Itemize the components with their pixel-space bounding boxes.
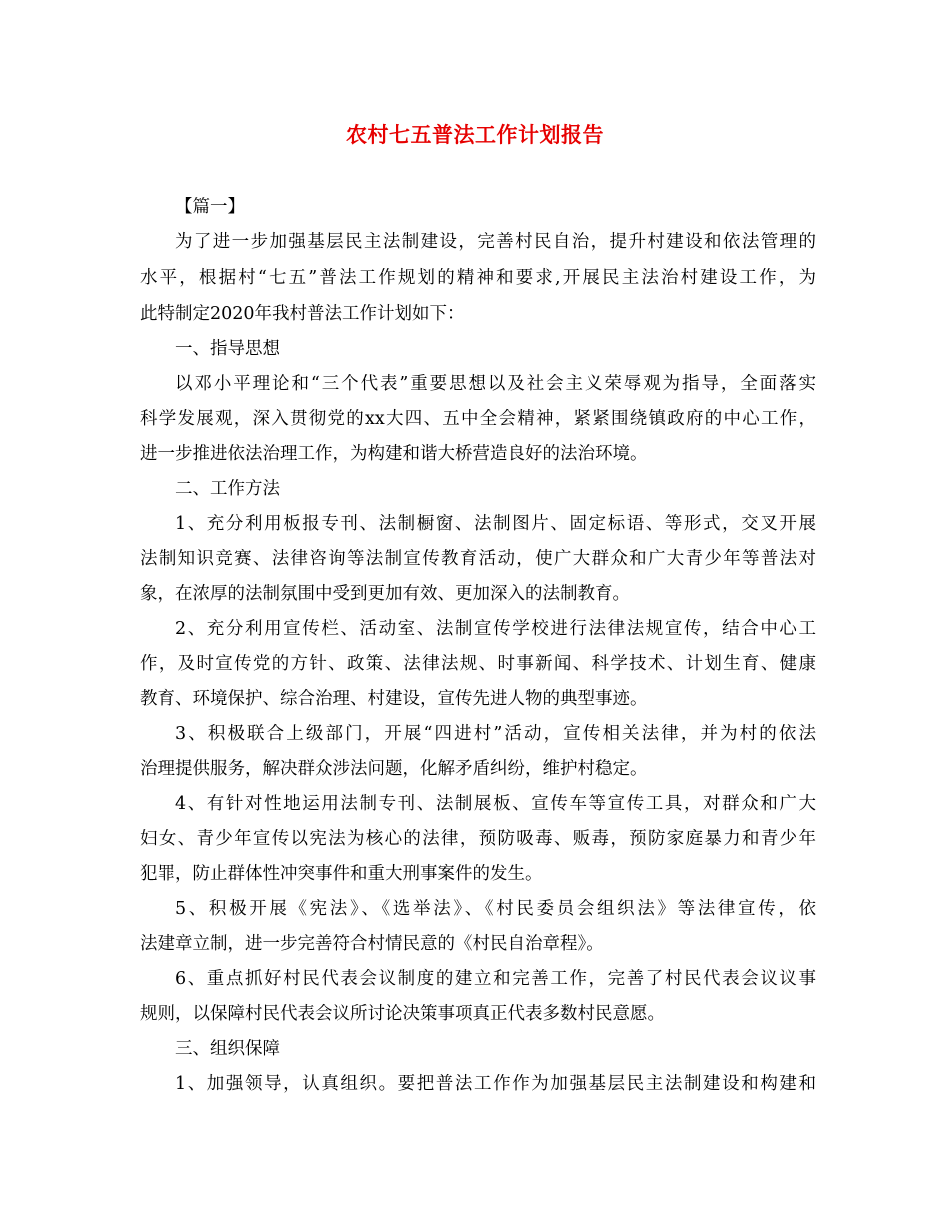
intro-line-3: 此特制定2020年我村普法工作计划如下：	[140, 304, 465, 324]
item5-line-2: 法建章立制，进一步完善符合村情民意的《村民自治章程》。	[140, 934, 604, 954]
heading-work-methods: 二、工作方法	[175, 479, 280, 499]
item7-line-1: 1、加强领导，认真组织。要把普法工作作为加强基层民主法制建设和构建和	[175, 1074, 816, 1094]
item4-line-1: 4、有针对性地运用法制专刊、法制展板、宣传车等宣传工具，对群众和广大	[175, 794, 816, 814]
item4-line-2: 妇女、青少年宣传以宪法为核心的法律，预防吸毒、贩毒，预防家庭暴力和青少年	[140, 829, 816, 849]
item2-line-1: 2、充分利用宣传栏、活动室、法制宣传学校进行法律法规宣传，结合中心工	[175, 619, 816, 639]
para1-line-3: 进一步推进依法治理工作，为构建和谐大桥营造良好的法治环境。	[140, 444, 648, 464]
item1-line-2: 法制知识竞赛、法律咨询等法制宣传教育活动，使广大群众和广大青少年等普法对	[140, 549, 816, 569]
item4-line-3: 犯罪，防止群体性冲突事件和重大刑事案件的发生。	[140, 864, 543, 884]
section-label: 【篇一】	[175, 197, 245, 217]
intro-line-1: 为了进一步加强基层民主法制建设，完善村民自治，提升村建设和依法管理的	[175, 232, 816, 252]
item3-line-2: 治理提供服务，解决群众涉法问题，化解矛盾纠纷，维护村稳定。	[140, 759, 648, 779]
item5-line-1: 5、积极开展《宪法》、《选举法》、《村民委员会组织法》等法律宣传，依	[175, 899, 816, 919]
item1-line-3: 象，在浓厚的法制氛围中受到更加有效、更加深入的法制教育。	[140, 584, 630, 604]
para1-line-1: 以邓小平理论和“三个代表”重要思想以及社会主义荣辱观为指导，全面落实	[175, 374, 816, 394]
item2-line-3: 教育、环境保护、综合治理、村建设，宣传先进人物的典型事迹。	[140, 689, 648, 709]
para1-line-2: 科学发展观，深入贯彻党的xx大四、五中全会精神，紧紧围绕镇政府的中心工作，	[140, 409, 816, 429]
item6-line-2: 规则，以保障村民代表会议所讨论决策事项真正代表多数村民意愿。	[140, 1004, 665, 1024]
document-title: 农村七五普法工作计划报告	[346, 122, 604, 147]
item2-line-2: 作，及时宣传党的方针、政策、法律法规、时事新闻、科学技术、计划生育、健康	[140, 654, 816, 674]
heading-guiding-ideology: 一、指导思想	[175, 339, 280, 359]
item6-line-1: 6、重点抓好村民代表会议制度的建立和完善工作，完善了村民代表会议议事	[175, 969, 816, 989]
intro-line-2: 水平，根据村“七五”普法工作规划的精神和要求,开展民主法治村建设工作，为	[140, 268, 816, 288]
item1-line-1: 1、充分利用板报专刊、法制橱窗、法制图片、固定标语、等形式，交叉开展	[175, 514, 816, 534]
item3-line-1: 3、积极联合上级部门，开展“四进村”活动，宣传相关法律，并为村的依法	[175, 724, 816, 744]
heading-organizational-guarantee: 三、组织保障	[175, 1039, 280, 1059]
